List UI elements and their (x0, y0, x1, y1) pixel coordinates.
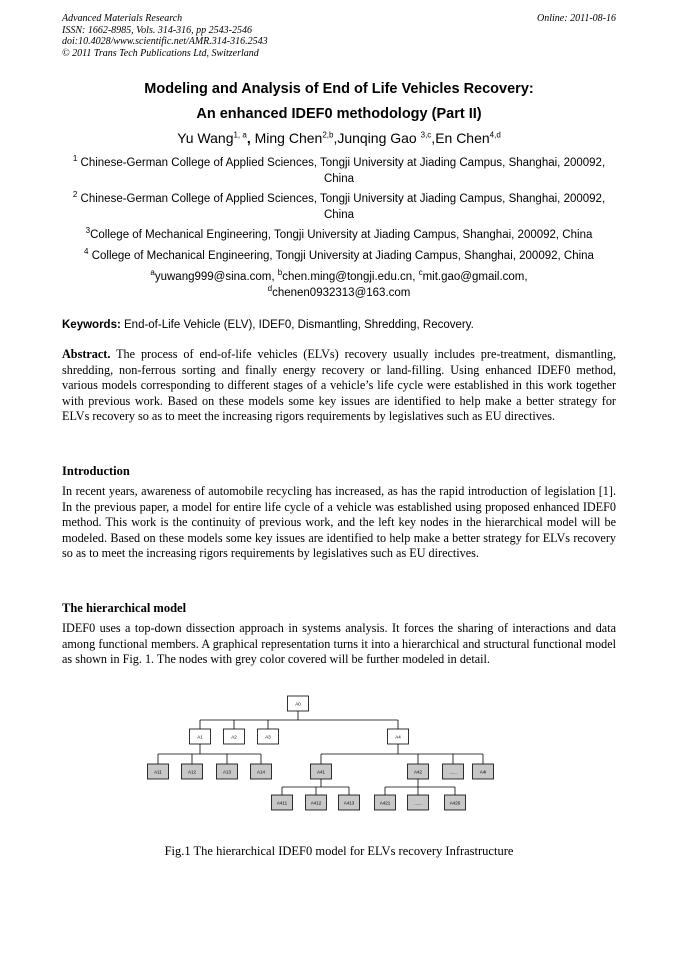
email-sup: a (150, 268, 155, 278)
node-l2a-2-label: A13 (222, 769, 232, 775)
journal-name: Advanced Materials Research (62, 13, 183, 24)
issn-line: ISSN: 1662-8985, Vols. 314-316, pp 2543-2546 (62, 24, 252, 36)
node-l1-1-label: A2 (231, 734, 237, 740)
author-list: Yu Wang$^{1, a}$, Ming Chen$^{2,b}$,Junqing Gao $^{3,c}$,En Chen$^{4,d}$ (177, 130, 501, 146)
journal-header (62, 13, 616, 59)
section-heading-hierarchical-model: The hierarchical model (62, 601, 187, 615)
affiliation-text: Chinese-German College of Applied Sciences, Tongji University at Jiading Campus, Shanghai, 200092, China (80, 157, 606, 185)
email-link[interactable]: chen.ming@tongji.edu.cn (282, 271, 413, 283)
affiliation-number: 2 (72, 190, 78, 200)
hierarchical-text: IDEF0 uses a top-down dissection approach in systems analysis. It forces the sharing of interactions and data among functional members. A graphical representation turns it into a hierarchical and structural functional model as shown in Fig. 1. The nodes with grey color covered will be further modeled in detail. (62, 621, 616, 667)
email-sup: b (277, 268, 283, 278)
affiliation-text: Chinese-German College of Applied Sciences, Tongji University at Jiading Campus, Shanghai, 200092, China (80, 193, 606, 221)
author-sup: 3,c (420, 130, 432, 140)
abstract (62, 347, 616, 425)
affiliation-number: 3 (85, 226, 91, 236)
affiliation-2 (62, 191, 616, 223)
affiliation-text: College of Mechanical Engineering, Tongji University at Jiading Campus, Shanghai, 200092, China (90, 229, 593, 241)
idef0-hierarchy-diagram (62, 692, 616, 822)
node-l3b-2-label: A426 (449, 800, 461, 806)
node-l2b-2-label: ...... (449, 769, 457, 775)
abstract-label: Abstract. (62, 347, 111, 361)
author-sup: 1, a (233, 130, 247, 140)
affiliation-text: College of Mechanical Engineering, Tongji University at Jiading Campus, Shanghai, 200092, China (91, 250, 594, 262)
node-l2a-3-label: A14 (256, 769, 266, 775)
node-l1-0-label: A1 (197, 734, 203, 740)
affiliation-number: 4 (84, 247, 89, 257)
copyright-line: © 2011 Trans Tech Publications Ltd, Switzerland (62, 47, 259, 59)
node-l2a-0-label: A11 (154, 769, 162, 775)
author-name: Ming Chen (254, 130, 323, 146)
email-link[interactable]: chenen0932313@163.com (272, 287, 411, 299)
keywords (62, 319, 616, 331)
online-date: Online: 2011-08-16 (537, 13, 616, 24)
author-sup: 2,b (322, 130, 334, 140)
node-l3b-1-label: ...... (414, 800, 422, 806)
node-l1-2-label: A3 (265, 734, 271, 740)
doi-line: doi:10.4028/www.scientific.net/AMR.314-316.2543 (62, 36, 268, 47)
node-l1-3-label: A4 (395, 734, 401, 740)
section-heading-introduction: Introduction (62, 464, 130, 478)
introduction-text: In recent years, awareness of automobile recycling has increased, as has the rapid introduction of legislation [1]. In the previous paper, a model for entire life cycle of a vehicle was established using proposed enhanced IDEF0 method. This work is the continuity of previous work, and the left key nodes in the hierarchical model will be modeled. Based on these models some key issues are identified to help make a better strategy for ELVs recovery so as to meet the increasing rigors requirements by legislatives such as EU directives. (62, 484, 616, 561)
keywords-label: Keywords: (62, 319, 121, 331)
keywords-text: End-of-Life Vehicle (ELV), IDEF0, Dismantling, Shredding, Recovery. (124, 319, 474, 331)
node-l3a-1-label: A412 (310, 800, 322, 806)
node-l3a-0-label: A411 (276, 800, 288, 806)
figure-caption: Fig.1 The hierarchical IDEF0 model for ELVs recovery Infrastructure (164, 844, 514, 858)
author-sup: 4,d (489, 130, 501, 140)
email-sup: d (267, 284, 273, 294)
node-l2b-0-label: A41 (316, 769, 326, 775)
email-link[interactable]: mit.gao@gmail.com (422, 271, 525, 283)
affiliation-4 (62, 248, 616, 264)
affiliation-3 (62, 227, 616, 243)
paper-title-line1: Modeling and Analysis of End of Life Vehicles Recovery: (144, 81, 534, 97)
abstract-text: The process of end-of-life vehicles (ELVs) recovery usually includes pre-treatment, dismantling, shredding, non-ferrous sorting and finally energy recovery or land-filling. Using enhanced IDEF0 method, various models corresponding to different stages of a vehicle’s life cycle were established in this work together with previous work. Based on these models some key issues are identified to help make a better strategy for ELVs recovery so as to meet the increasing rigors requirements by legislatives such as EU directives. (62, 347, 616, 424)
author-name: Yu Wang (177, 130, 234, 146)
node-l2a-1-label: A12 (187, 769, 197, 775)
author-name: Junqing Gao (337, 130, 417, 146)
node-root-label: A0 (295, 701, 301, 707)
email-sup: c (418, 268, 423, 278)
node-l2b-3-label: A4i (479, 769, 487, 775)
node-l2b-1-label: A42 (413, 769, 423, 775)
author-emails: $^a$yuwang999@sina.com, $^b$chen.ming@tongji.edu.cn, $^c$mit.gao@gmail.com, $^d$chenen0932313@163.com (150, 268, 528, 299)
email-link[interactable]: yuwang999@sina.com (154, 271, 272, 283)
node-l3a-2-label: A413 (343, 800, 355, 806)
author-name: En Chen (435, 130, 490, 146)
paper-title-line2: An enhanced IDEF0 methodology (Part II) (196, 106, 482, 122)
affiliation-number: 1 (72, 154, 78, 164)
node-l3b-0-label: A421 (379, 800, 391, 806)
affiliation-1 (62, 155, 616, 187)
